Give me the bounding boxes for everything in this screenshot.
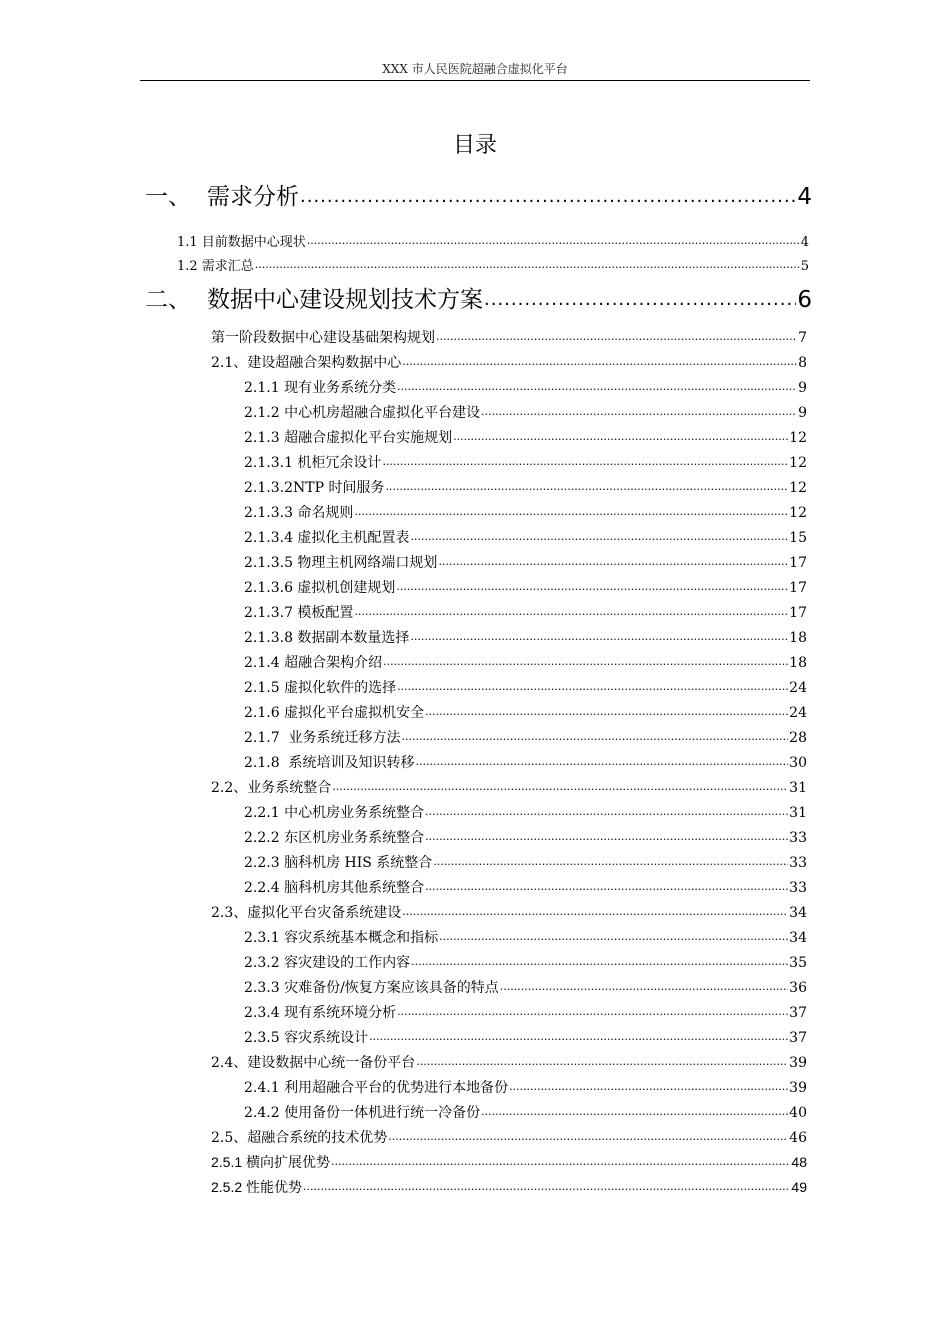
toc-entry-page: 30 [789,755,807,771]
toc-entry-page: 18 [789,630,807,646]
leader-dots [484,285,796,311]
leader-dots [410,528,788,544]
toc-entry-2-1-3-6[interactable] [244,577,807,597]
toc-entry-label: 2.1.3.3 命名规则 [244,505,354,521]
toc-entry-1[interactable] [145,178,812,211]
toc-entry-2-1-8[interactable] [244,752,807,772]
leader-dots [402,728,789,744]
toc-entry-label: 2.1.6 虚拟化平台虚拟机安全 [244,705,425,721]
toc-entry-label: 2.2.4 脑科机房其他系统整合 [244,880,425,896]
toc-entry-label: 2.1.3.1 机柜冗余设计 [244,455,382,471]
leader-dots [382,453,788,469]
toc-entry-label: 2.4.1 利用超融合平台的优势进行本地备份 [244,1080,509,1096]
toc-entry-page: 40 [789,1105,807,1121]
toc-entry-page: 12 [789,480,807,496]
toc-entry-2-1-4[interactable] [244,652,807,672]
toc-entry-2-3-1[interactable] [244,927,807,947]
leader-dots [509,1078,788,1094]
toc-entry-label: 2.1.3.5 物理主机网络端口规划 [244,555,438,571]
toc-entry-page: 17 [789,555,807,571]
leader-dots [255,257,800,272]
toc-entry-label: 2.2.1 中心机房业务系统整合 [244,805,425,821]
toc-entry-page: 17 [789,580,807,596]
leader-dots [425,878,788,894]
toc-title: 目录 [452,133,497,158]
toc-entry-2-5[interactable] [211,1127,807,1147]
toc-entry-label: 第一阶段数据中心建设基础架构规划 [211,330,435,346]
toc-entry-page: 37 [789,1005,807,1021]
leader-dots [397,678,788,694]
toc-entry-page: 31 [789,805,807,821]
toc-entry-page: 9 [798,405,807,421]
leader-dots [397,378,797,394]
toc-entry-2-1-6[interactable] [244,702,807,722]
leader-dots [481,1103,788,1119]
toc-entry-page: 46 [789,1130,807,1146]
toc-entry-page: 8 [798,355,807,371]
toc-entry-2-2-2[interactable] [244,827,807,847]
leader-dots [388,1128,788,1144]
toc-entry-page: 12 [789,430,807,446]
leader-dots [332,778,788,794]
toc-entry-page: 28 [789,730,807,746]
leader-dots [354,503,788,519]
toc-entry-2-2-3[interactable] [244,852,807,872]
toc-entry-page: 9 [798,380,807,396]
leader-dots [453,428,788,444]
leader-dots [481,403,797,419]
toc-entry-1-1[interactable] [177,231,809,250]
leader-dots [369,1028,788,1044]
toc-entry-label: 2.1.5 虚拟化软件的选择 [244,680,397,696]
toc-entry-2-1-3-7[interactable] [244,602,807,622]
toc-entry-2-4-2[interactable] [244,1102,807,1122]
toc-entry-page: 49 [791,1179,807,1195]
leader-dots [396,578,788,594]
toc-entry-number: 二、 [145,287,191,313]
toc-entry-label: 2.1.3.2NTP 时间服务 [244,480,385,496]
leader-dots [438,553,788,569]
toc-entry-2-1-3-2[interactable] [244,477,807,497]
toc-entry-2-1-3-4[interactable] [244,527,807,547]
toc-entry-page: 18 [789,655,807,671]
leader-dots [354,603,788,619]
toc-entry-label: 2.1.7 业务系统迁移方法 [244,730,401,746]
toc-entry-2-1-3-8[interactable] [244,627,807,647]
leader-dots [433,853,788,869]
leader-dots [410,628,788,644]
leader-dots [416,753,789,769]
toc-entry-2-1-1[interactable] [244,377,807,397]
toc-entry-page: 34 [789,905,807,921]
toc-entry-label: 2.1.8 系统培训及知识转移 [244,755,415,771]
toc-entry-page: 35 [789,955,807,971]
toc-entry-phase-1[interactable] [211,327,807,347]
leader-dots [500,978,788,994]
toc-entry-page: 4 [797,184,812,210]
leader-dots [411,953,788,969]
toc-entry-page: 7 [798,330,807,346]
toc-entry-label: 2.1.4 超融合架构介绍 [244,655,383,671]
toc-entry-page: 39 [789,1055,807,1071]
leader-dots [402,353,797,369]
toc-entry-page: 37 [789,1030,807,1046]
toc-entry-2-2-1[interactable] [244,802,807,822]
toc-entry-2-1-3[interactable] [244,427,807,447]
toc-entry-page: 12 [789,505,807,521]
toc-entry-page: 33 [789,830,807,846]
toc-entry-page: 31 [789,780,807,796]
toc-entry-2-3-5[interactable] [244,1027,807,1047]
toc-entry-page: 48 [791,1154,807,1170]
toc-entry-page: 39 [789,1080,807,1096]
toc-entry-page: 24 [789,680,807,696]
toc-entry-label: 2.1.3.4 虚拟化主机配置表 [244,530,410,546]
leader-dots [436,328,797,344]
toc-entry-label: 2.2.3 脑科机房 HIS 系统整合 [244,855,433,871]
toc-entry-label: 2.5.1 横向扩展优势 [211,1154,331,1170]
leader-dots [307,233,800,248]
toc-entry-label: 2.4.2 使用备份一体机进行统一冷备份 [244,1105,481,1121]
leader-dots [416,1053,788,1069]
toc-entry-label: 2.3.4 现有系统环境分析 [244,1005,397,1021]
toc-entry-label: 2.1.3.7 模板配置 [244,605,354,621]
toc-entry-page: 33 [789,880,807,896]
header-text: XXX 市人民医院超融合虚拟化平台 [382,62,568,76]
toc-entry-2-3-2[interactable] [244,952,807,972]
leader-dots [383,653,788,669]
toc-entry-label: 2.3、虚拟化平台灾备系统建设 [211,905,402,921]
toc-entry-label: 2.3.2 容灾建设的工作内容 [244,955,411,971]
leader-dots [425,828,788,844]
toc-entry-label: 2.2.2 东区机房业务系统整合 [244,830,425,846]
toc-entry-2-1-7[interactable] [244,727,807,747]
toc-entry-label: 2.1.2 中心机房超融合虚拟化平台建设 [244,405,481,421]
toc-entry-label: 2.1.3.6 虚拟机创建规划 [244,580,396,596]
toc-entry-label: 2.1、建设超融合架构数据中心 [211,355,402,371]
toc-entry-2-2-4[interactable] [244,877,807,897]
toc-entry-2-3[interactable] [211,902,807,922]
toc-entry-2-1-3-5[interactable] [244,552,807,572]
toc-entry-2-4-1[interactable] [244,1077,807,1097]
toc-entry-label: 2.2、业务系统整合 [211,780,332,796]
leader-dots [425,703,788,719]
toc-entry-label: 2.4、建设数据中心统一备份平台 [211,1055,416,1071]
toc-entry-2[interactable] [145,281,812,314]
toc-entry-2-1-5[interactable] [244,677,807,697]
toc-entry-2-4[interactable] [211,1052,807,1072]
toc-entry-2-5-2[interactable] [211,1177,807,1197]
toc-entry-label: 1.2 需求汇总 [177,259,254,274]
leader-dots [331,1153,790,1169]
leader-dots [300,182,796,208]
toc-entry-page: 36 [789,980,807,996]
toc-entry-label: 2.5、超融合系统的技术优势 [211,1130,388,1146]
toc-entry-2-2[interactable] [211,777,807,797]
toc-entry-page: 33 [789,855,807,871]
leader-dots [397,1003,788,1019]
toc-entry-2-1-3-1[interactable] [244,452,807,472]
toc-entry-label: 2.3.3 灾难备份/恢复方案应该具备的特点 [244,980,499,996]
toc-entry-label: 1.1 目前数据中心现状 [177,235,306,250]
toc-entry-2-1-2[interactable] [244,402,807,422]
toc-entry-2-5-1[interactable] [211,1152,807,1172]
toc-entry-2-3-4[interactable] [244,1002,807,1022]
toc-entry-label: 2.1.3.8 数据副本数量选择 [244,630,410,646]
toc-entry-label: 2.3.1 容灾系统基本概念和指标 [244,930,439,946]
toc-entry-page: 17 [789,605,807,621]
toc-entry-page: 15 [789,530,807,546]
toc-entry-page: 34 [789,930,807,946]
leader-dots [425,803,788,819]
toc-entry-2-1-3-3[interactable] [244,502,807,522]
toc-entry-page: 6 [797,287,812,313]
toc-entry-page: 4 [800,235,809,250]
toc-entry-page: 5 [800,259,809,274]
toc-entry-number: 一、 [145,184,191,210]
toc-entry-2-1[interactable] [211,352,807,372]
toc-entry-page: 12 [789,455,807,471]
toc-entry-label: 2.3.5 容灾系统设计 [244,1030,369,1046]
toc-entry-label: 2.5.2 性能优势 [211,1179,303,1195]
toc-entry-2-3-3[interactable] [244,977,807,997]
leader-dots [303,1178,790,1194]
toc-entry-label: 2.1.1 现有业务系统分类 [244,380,397,396]
toc-entry-label: 数据中心建设规划技术方案 [207,287,483,313]
toc-entry-label: 2.1.3 超融合虚拟化平台实施规划 [244,430,453,446]
toc-entry-label: 需求分析 [207,184,299,210]
leader-dots [385,478,788,494]
toc-entry-1-2[interactable] [177,255,809,274]
leader-dots [439,928,788,944]
leader-dots [402,903,788,919]
toc-entry-page: 24 [789,705,807,721]
